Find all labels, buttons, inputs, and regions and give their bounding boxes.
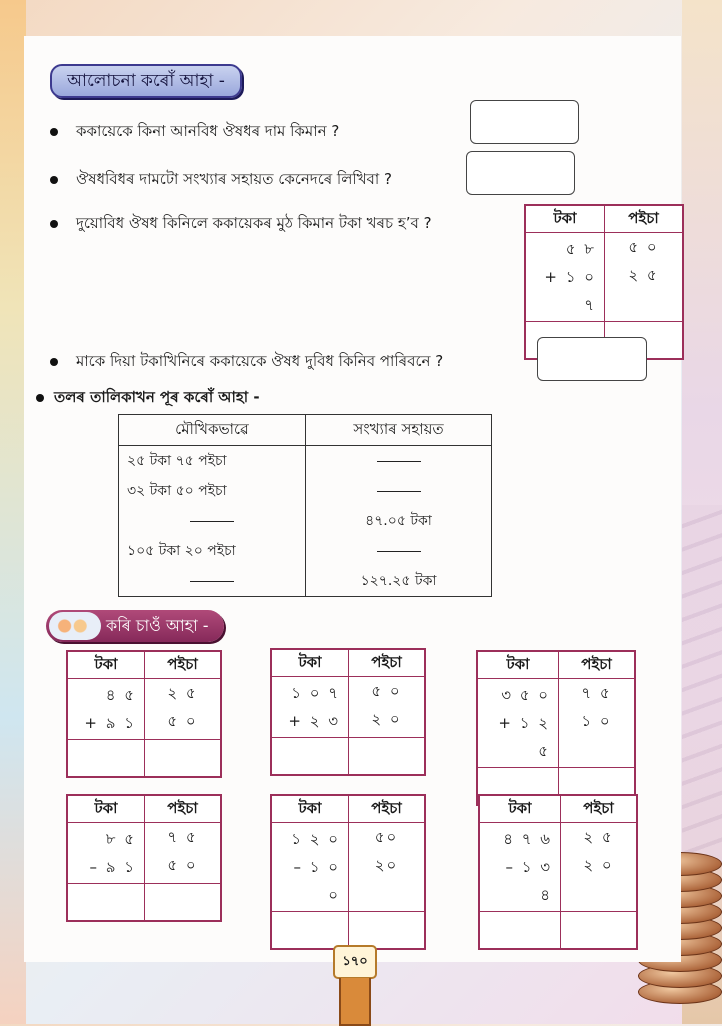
paisa-header: পইচা [605, 205, 684, 233]
page-number-stem [339, 978, 371, 1026]
numeric-blank[interactable] [306, 476, 492, 506]
paisa-answer-cell[interactable] [145, 740, 222, 778]
taka-answer-cell[interactable] [67, 740, 145, 778]
bullet-icon [50, 176, 58, 184]
taka-answer-cell[interactable] [271, 738, 349, 776]
verbal-blank[interactable] [119, 506, 306, 536]
verbal-cell: ২৫ টকা ৭৫ পইচা [119, 446, 306, 477]
answer-box-2[interactable] [466, 151, 575, 195]
page-number: ১৭০ [333, 945, 377, 979]
question-3: দুয়োবিধ ঔষধ কিনিলে ককায়েকৰ মুঠ কিমান টকা খৰচ হ’ব ? [50, 212, 432, 237]
paisa-answer-cell[interactable] [145, 884, 222, 922]
practice-table-4: টকা পইচা ৮ ৫ – ৯ ১ ৭ ৫ ৫ ০ [66, 794, 222, 922]
bullet-icon [50, 220, 58, 228]
taka-values: ৫ ৮ + ১ ০ ৭ [525, 233, 605, 322]
taka-answer-cell[interactable] [271, 912, 349, 950]
numeric-cell: ৪৭.০৫ টকা [306, 506, 492, 536]
verbal-cell: ১০৫ টকা ২০ পইচা [119, 536, 306, 566]
discuss-heading: আলোচনা কৰোঁ আহা - [50, 64, 242, 98]
try-heading: কৰি চাওঁ আহা - [46, 610, 224, 642]
banknote-decoration [682, 505, 722, 865]
numeric-blank[interactable] [306, 446, 492, 477]
left-background-strip [0, 0, 26, 1024]
question-2: ঔষধবিধৰ দামটো সংখ্যাৰ সহায়ত কেনেদৰে লিখিবা ? [50, 168, 392, 193]
answer-box-4[interactable] [537, 337, 647, 381]
paisa-answer-cell[interactable] [349, 912, 426, 950]
numeric-blank[interactable] [306, 536, 492, 566]
taka-answer-cell[interactable] [479, 912, 561, 950]
taka-header: টকা [525, 205, 605, 233]
bullet-icon [50, 128, 58, 136]
bullet-icon [36, 394, 44, 402]
practice-table-2: টকা পইচা ১ ০ ৭ + ২ ৩ ৫ ০ ২ ০ [270, 648, 426, 776]
fill-table-heading: তলৰ তালিকাখন পূৰ কৰোঁ আহা - [36, 386, 260, 411]
numeric-column-header: সংখ্যাৰ সহায়ত [306, 415, 492, 446]
answer-box-1[interactable] [470, 100, 579, 144]
paisa-answer-cell[interactable] [349, 738, 426, 776]
practice-table-3: টকা পইচা ৩ ৫ ০ + ১ ২ ৫ ৭ ৫ ১ ০ [476, 650, 636, 806]
taka-answer-cell[interactable] [67, 884, 145, 922]
verbal-blank[interactable] [119, 566, 306, 597]
paisa-values: ৫ ০ ২ ৫ [605, 233, 684, 322]
verbal-column-header: মৌখিকভাৱে [119, 415, 306, 446]
numeric-cell: ১২৭.২৫ টকা [306, 566, 492, 597]
question-1: ককায়েকে কিনা আনবিধ ঔষধৰ দাম কিমান ? [50, 120, 339, 145]
bullet-icon [50, 358, 58, 366]
practice-table-1: টকা পইচা ৪ ৫ + ৯ ১ ২ ৫ ৫ ০ [66, 650, 222, 778]
paisa-answer-cell[interactable] [561, 912, 638, 950]
verbal-cell: ৩২ টকা ৫০ পইচা [119, 476, 306, 506]
practice-table-5: টকা পইচা ১ ২ ০ – ১ ০ ০ ৫০ ২০ [270, 794, 426, 950]
children-icon [49, 612, 101, 640]
question-4: মাকে দিয়া টকাখিনিৰে ককায়েকে ঔষধ দুবিধ কিনিব পাৰিবনে ? [50, 350, 443, 375]
fill-table [118, 414, 492, 597]
practice-table-6: টকা পইচা ৪ ৭ ৬ – ১ ৩ ৪ ২ ৫ ২ ০ [478, 794, 638, 950]
